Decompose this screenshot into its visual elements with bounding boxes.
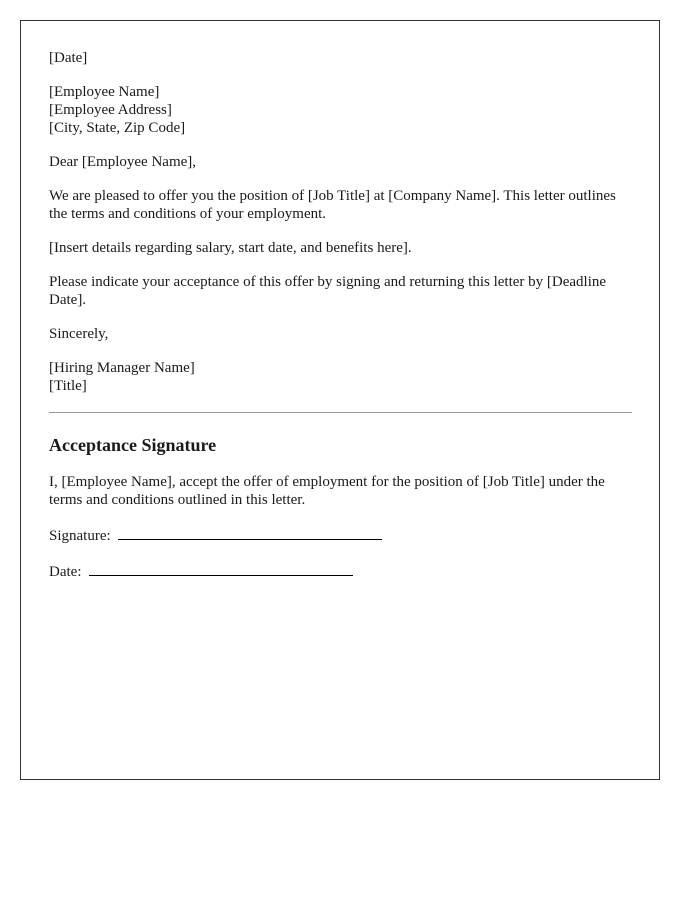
signature-line[interactable] — [118, 525, 382, 540]
recipient-city-state-zip: [City, State, Zip Code] — [49, 120, 186, 136]
signature-label: Signature: — [49, 528, 111, 544]
acceptance-statement: I, [Employee Name], accept the offer of employment for the position of [Job Title] under the terms and conditions outlined in this letter. — [49, 474, 605, 508]
recipient-block — [49, 83, 631, 137]
sender-block — [49, 359, 631, 395]
details-paragraph: [Insert details regarding salary, start date, and benefits here]. — [49, 240, 412, 256]
recipient-address: [Employee Address] — [49, 102, 172, 118]
date-line[interactable] — [89, 561, 353, 576]
date-label: Date: — [49, 564, 82, 580]
offer-paragraph: We are pleased to offer you the position of [Job Title] at [Company Name]. This letter outlines the terms and conditions of your employment. — [49, 188, 616, 222]
sender-name: [Hiring Manager Name] — [49, 360, 195, 376]
offer-letter — [20, 20, 660, 780]
sender-title: [Title] — [49, 378, 87, 394]
signature-row — [49, 525, 631, 545]
letter-date: [Date] — [49, 50, 88, 66]
closing: Sincerely, — [49, 326, 109, 342]
deadline-paragraph: Please indicate your acceptance of this offer by signing and returning this letter by [Deadline Date]. — [49, 274, 607, 308]
date-row — [49, 561, 631, 581]
salutation: Dear [Employee Name], — [49, 154, 197, 170]
recipient-name: [Employee Name] — [49, 84, 160, 100]
section-divider — [49, 412, 632, 413]
acceptance-heading: Acceptance Signature — [49, 435, 217, 455]
